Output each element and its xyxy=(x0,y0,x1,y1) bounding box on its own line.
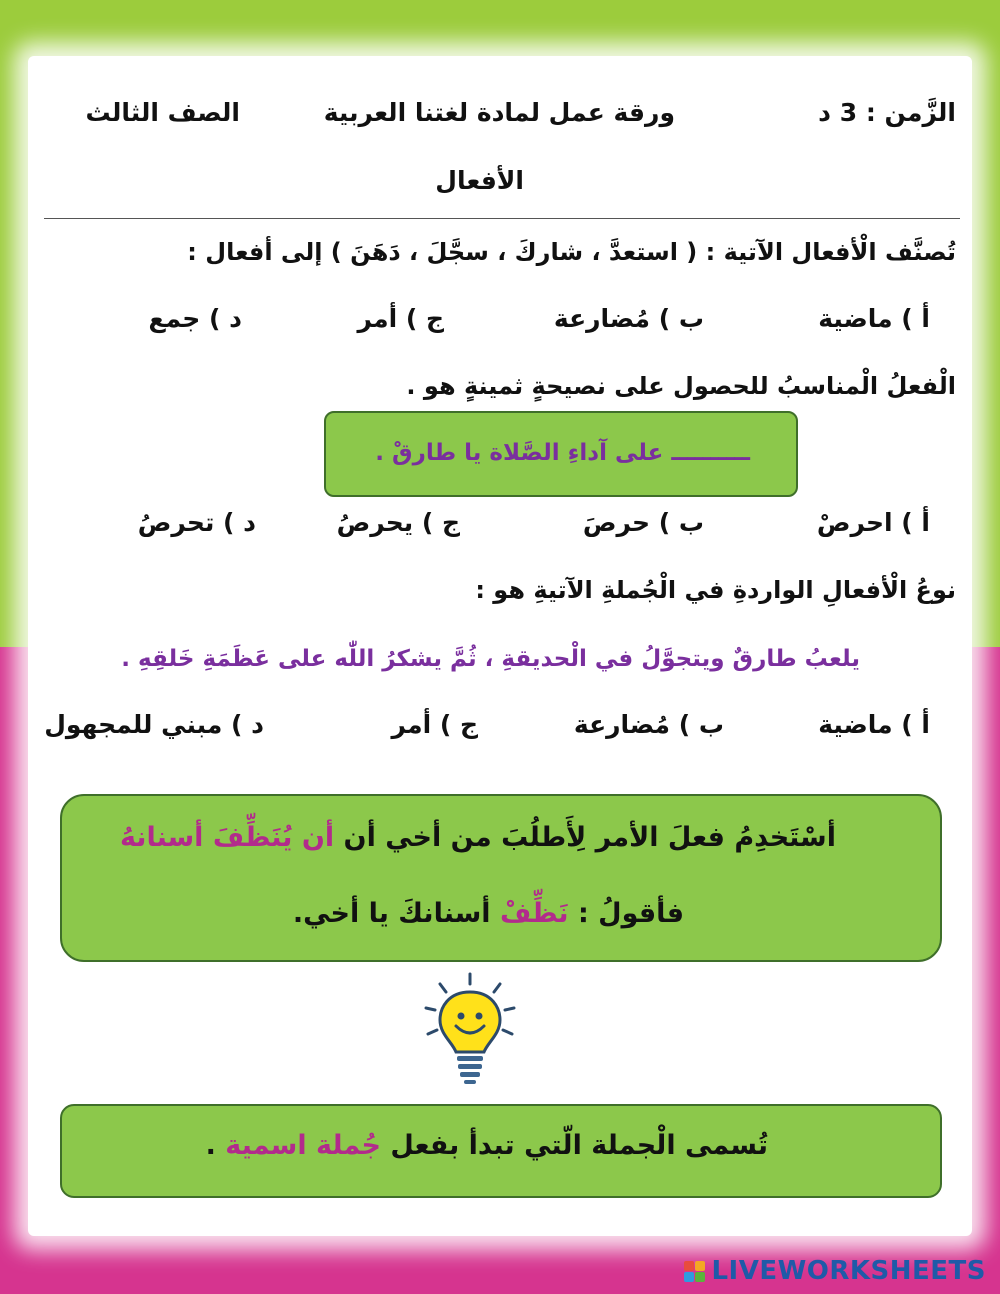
lightbulb-smiley-icon xyxy=(420,972,520,1092)
worksheet-title: ورقة عمل لمادة لغتنا العربية xyxy=(323,98,675,127)
brand-text: LIVEWORKSHEETS xyxy=(711,1256,986,1286)
grade-label: الصف الثالث xyxy=(85,98,240,127)
header-divider xyxy=(44,218,960,219)
tip-box xyxy=(60,794,942,962)
q1-option-c[interactable]: ج ) أمر xyxy=(357,304,444,333)
q2-option-d[interactable]: د ) تحرصُ xyxy=(137,508,256,537)
q2-blank[interactable]: ــــــــــ xyxy=(671,440,750,466)
q1-option-b[interactable]: ب ) مُضارعة xyxy=(553,304,704,333)
q3-option-a[interactable]: أ ) ماضية xyxy=(818,710,930,739)
time-label: الزَّمن : 3 د xyxy=(818,98,956,127)
tip-line-1-highlight: أن يُنَظِّفَ أسنانهُ xyxy=(119,822,335,853)
tip-line-2 xyxy=(293,898,684,929)
rule-text-end: . xyxy=(205,1130,226,1161)
q1-option-d[interactable]: د ) جمع xyxy=(148,304,242,333)
q2-option-b[interactable]: ب ) حرصَ xyxy=(582,508,704,537)
q1-question: تُصنَّف الْأفعال الآتية : ( استعدَّ ، شاركَ ، سجَّلَ ، دَهَنَ ) إلى أفعال : xyxy=(187,238,956,266)
tip-line-1 xyxy=(120,822,836,853)
q2-box-sentence: على آداءِ الصَّلاة يا طارقْ . xyxy=(375,440,664,466)
q2-box-text xyxy=(375,440,750,466)
q1-option-a[interactable]: أ ) ماضية xyxy=(818,304,930,333)
q3-sentence: يلعبُ طارقٌ ويتجوَّلُ في الْحديقةِ ، ثُمَّ يشكرُ اللّٰه على عَظَمَةِ خَلقِهِ . xyxy=(121,646,860,672)
q3-option-c[interactable]: ج ) أمر xyxy=(391,710,478,739)
logo-squares-icon xyxy=(684,1261,705,1282)
rule-text xyxy=(206,1130,768,1161)
tip-line-2-suffix: أسنانكَ يا أخي. xyxy=(292,898,500,929)
q2-option-c[interactable]: ج ) يحرصُ xyxy=(336,508,460,537)
topic-title: الأفعال xyxy=(435,166,524,195)
tip-line-1-text: أسْتَخدِمُ فعلَ الأمر لِأَطلُبَ من أخي أن xyxy=(334,822,836,853)
q2-option-a[interactable]: أ ) احرصْ xyxy=(816,508,930,537)
q3-option-d[interactable]: د ) مبني للمجهول xyxy=(44,710,264,739)
q2-question: الْفعلُ الْمناسبُ للحصول على نصيحةٍ ثمينةٍ هو . xyxy=(406,372,956,400)
rule-text-a: تُسمى الْجملة الّتي تبدأ بفعل xyxy=(380,1130,768,1161)
q3-option-b[interactable]: ب ) مُضارعة xyxy=(573,710,724,739)
tip-line-2-prefix: فأقولُ : xyxy=(568,898,684,929)
rule-text-highlight: جُملة اسمية xyxy=(225,1130,381,1161)
liveworksheets-logo xyxy=(684,1256,986,1286)
q3-question: نوعُ الْأفعالِ الواردةِ في الْجُملةِ الآتيةِ هو : xyxy=(475,576,956,604)
tip-line-2-verb: نَظِّفْ xyxy=(499,898,569,929)
